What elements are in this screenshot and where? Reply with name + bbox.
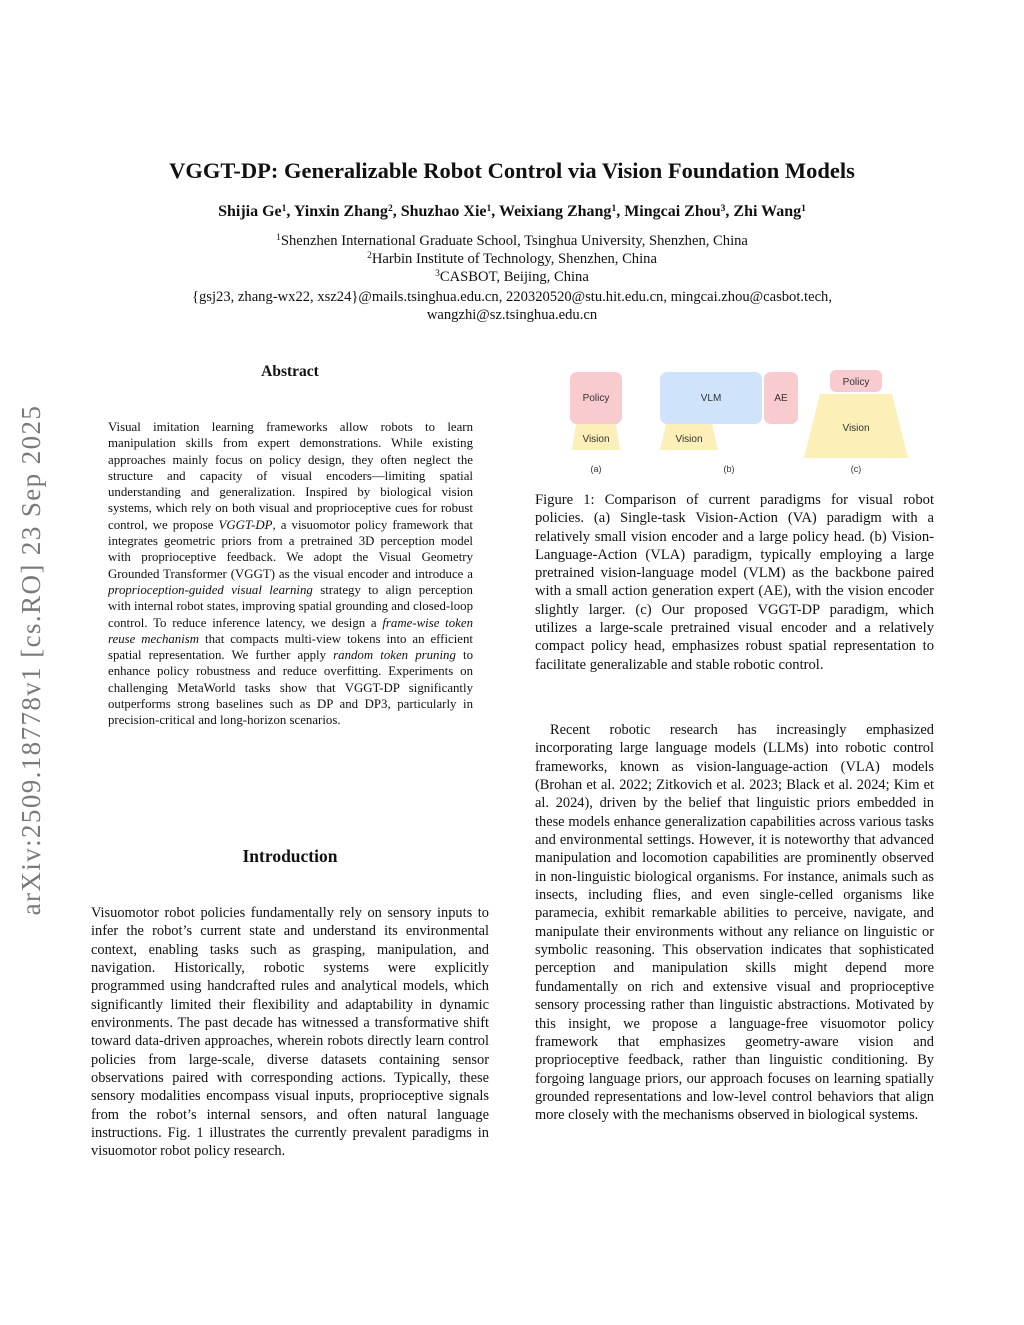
abstract-body: Visual imitation learning frameworks allow robots to learn manipulation skills from expert demonstrations. While existing approaches mainly focus on policy design, they often neglect the structure and capacity of visual encoders—limiting spatial understanding and generalization. Inspired by biological vision systems, which rely on both visual and proprioceptive cues for robust control, we propose VGGT-DP, a visuomotor policy framework that integrates geometric priors from a pretrained 3D perception model with proprioceptive feedback. We adopt the Visual Geometry Grounded Transformer (VGGT) as the visual encoder and introduce a proprioception-guided visual learning strategy to align perception with internal robot states, improving spatial grounding and closed-loop control. To reduce inference latency, we design a frame-wise token reuse mechanism that compacts multi-view tokens into an efficient spatial representation. We further apply random token pruning to enhance policy robustness and reduce overfitting. Experiments on challenging MetaWorld tasks show that VGGT-DP significantly outperforms strong baselines such as DP and DP3, particularly in precision-critical and long-horizon scenarios. bbox=[108, 420, 474, 728]
arxiv-id: arXiv:2509.18778v1 [cs.RO] 23 Sep 2025 bbox=[16, 404, 46, 916]
abstract-heading: Abstract bbox=[261, 363, 319, 380]
a-caption-label: (a) bbox=[590, 464, 602, 474]
author: Mingcai Zhou$^3$, bbox=[624, 203, 734, 220]
author: Shijia Ge$^1$, bbox=[218, 203, 294, 220]
a-vision-label: Vision bbox=[582, 434, 610, 445]
a-policy-label: Policy bbox=[582, 393, 610, 404]
c-caption-label: (c) bbox=[850, 464, 862, 474]
b-ae-label: AE bbox=[774, 393, 788, 404]
b-vision-label: Vision bbox=[675, 434, 703, 445]
affiliation-2: $^2$Harbin Institute of Technology, Shenzhen, China bbox=[367, 251, 657, 267]
figure-1-diagram bbox=[552, 366, 922, 480]
paper-title: VGGT-DP: Generalizable Robot Control via Vision Foundation Models bbox=[169, 158, 855, 183]
affiliation-1: $^1$Shenzhen International Graduate School, Tsinghua University, Shenzhen, China bbox=[276, 233, 748, 249]
emails-line-2: wangzhi@sz.tsinghua.edu.cn bbox=[426, 307, 598, 323]
author: Yinxin Zhang$^2$, bbox=[293, 203, 401, 220]
emails-line-1: {gsj23, zhang-wx22, xsz24}@mails.tsinghua.edu.cn, 220320520@stu.hit.edu.cn, mingcai.zhou@casbot.tech, bbox=[192, 289, 832, 305]
arxiv-stamp bbox=[2, 362, 60, 958]
author: Shuzhao Xie$^1$, bbox=[400, 203, 499, 220]
affiliation-3: $^3$CASBOT, Beijing, China bbox=[435, 269, 589, 285]
author: Weixiang Zhang$^1$, bbox=[498, 203, 625, 220]
introduction-body: Visuomotor robot policies fundamentally rely on sensory inputs to infer the robot’s current state and understand its environmental context, enabling tasks such as grasping, manipulation, and navigation. Historically, robotic systems were explicitly programmed using handcrafted rules and analytical models, which significantly limited their flexibility and adaptability in dynamic environments. The past decade has witnessed a transformative shift toward data-driven approaches, wherein robots directly learn control policies from large-scale, diverse datasets containing sensor observations paired with corresponding actions. Typically, these sensory modalities encompass visual inputs, proprioceptive signals from the robot’s internal sensors, and often natural language instructions. Fig. 1 illustrates the currently prevalent paradigms in visuomotor robot policy research. bbox=[91, 905, 489, 1160]
b-vlm-label: VLM bbox=[700, 393, 722, 404]
c-policy-label: Policy bbox=[842, 377, 870, 388]
figure-1-caption: Figure 1: Comparison of current paradigms for visual robot policies. (a) Single-task Vision-Action (VA) paradigm with a relatively small vision encoder and a large policy head. (b) Vision-Language-Action (VLA) paradigm, typically employing a large pretrained vision-language model (VLM) as the backbone paired with a small action generation expert (AE), with the vision encoder slightly larger. (c) Our proposed VGGT-DP paradigm, which utilizes a large-scale pretrained visual encoder and a relatively compact policy head, emphasizes robust spatial representation to facilitate generalizable and stable robotic control. bbox=[535, 492, 934, 673]
author: Zhi Wang$^1$ bbox=[733, 203, 806, 220]
introduction-heading: Introduction bbox=[242, 846, 338, 866]
body-paragraph: Recent robotic research has increasingly emphasized incorporating large language models (LLMs) into robotic control frameworks, known as vision-language-action (VLA) models (Brohan et al. 2022; Zitkovich et al. 2023; Black et al. 2024; Kim et al. 2024), driven by the belief that linguistic priors embedded in these models enhance generalization capabilities across various tasks and environmental settings. However, it is noteworthy that advanced manipulation and locomotion capabilities are prominently observed in non-linguistic biological organisms. For instance, animals such as insects, including flies, and even single-celled organisms like paramecia, exhibit remarkable abilities to perceive, navigate, and manipulate their environments without any reliance on linguistic or symbolic reasoning. This observation indicates that sophisticated perception and manipulation skills might depend more fundamentally on rich and extensive visual and proprioceptive sensory processing rather than linguistic abstractions. Motivated by this insight, we propose a language-free visuomotor policy framework that emphasizes geometry-aware vision and proprioceptive feedback, rather than linguistic conditioning. By forgoing language priors, our approach focuses on learning spatially grounded representations and low-level control behaviors that align more closely with the mechanisms observed in biological systems. bbox=[535, 722, 934, 1124]
b-caption-label: (b) bbox=[723, 464, 735, 474]
c-vision-label: Vision bbox=[842, 423, 870, 434]
author-list bbox=[80, 203, 944, 221]
